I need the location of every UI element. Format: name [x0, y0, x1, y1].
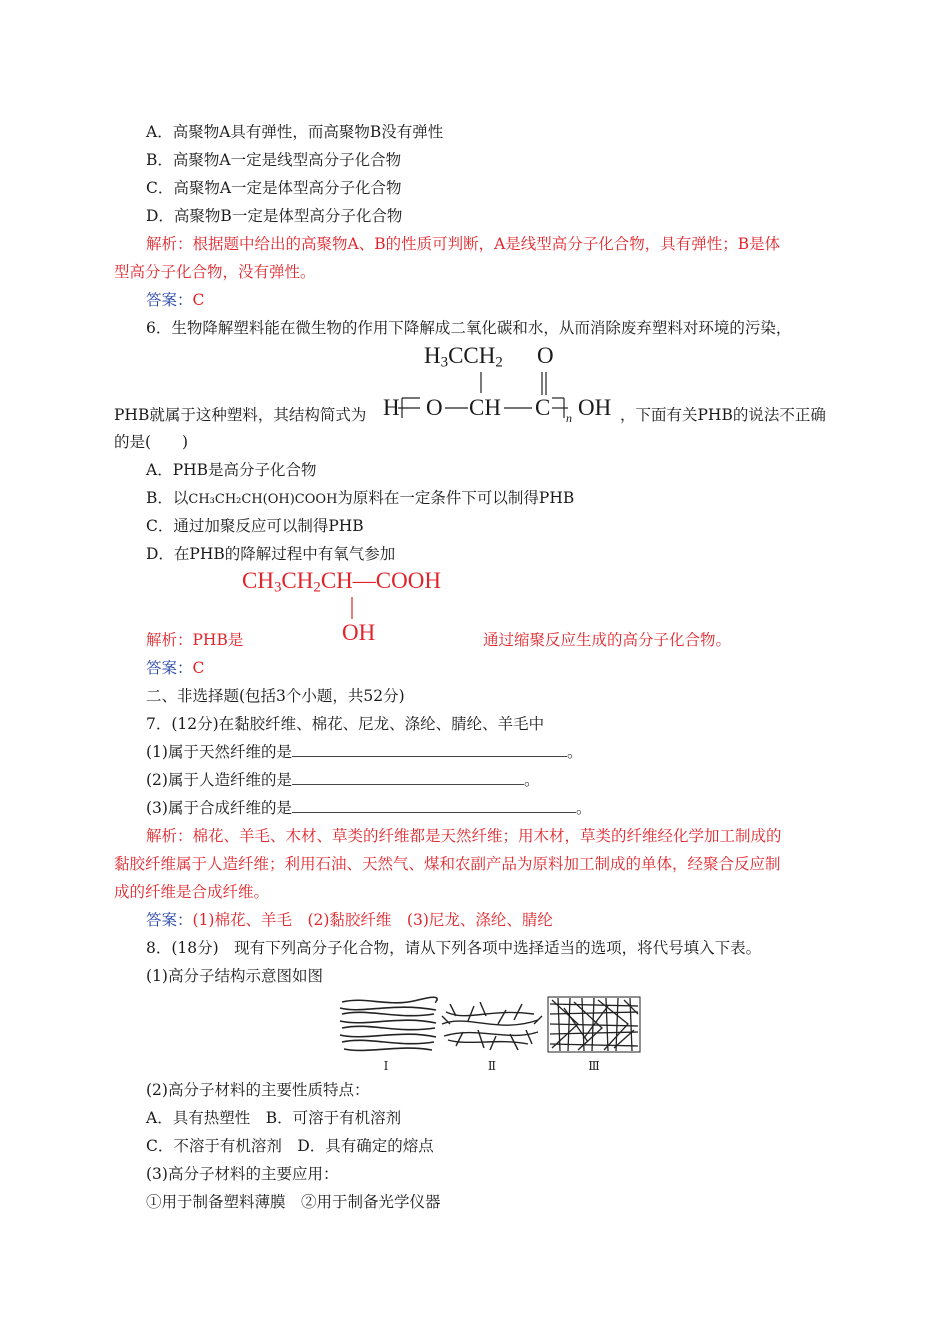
branched-structure-diagram	[442, 1002, 542, 1050]
phb-ch: CH	[469, 395, 501, 420]
q7-answer-value: (1)棉花、羊毛 (2)黏胶纤维 (3)尼龙、涤纶、腈纶	[192, 911, 553, 929]
q6-analysis-left: 解析：PHB是	[146, 631, 244, 649]
q5-option-b: B．高聚物A一定是线型高分子化合物	[146, 151, 402, 169]
q6-answer-label: 答案：	[146, 659, 193, 677]
q6-analysis-right: 通过缩聚反应生成的高分子化合物。	[483, 631, 732, 649]
polymer-structure-figure	[338, 994, 648, 1074]
phb-ester-o: O	[426, 395, 443, 420]
q5-option-c: C．高聚物A一定是体型高分子化合物	[146, 179, 402, 197]
q5-answer-value: C	[192, 291, 205, 309]
phb-c: C	[535, 395, 551, 420]
q6-option-c: C．通过加聚反应可以制得PHB	[146, 517, 364, 535]
q7-analysis-line3: 成的纤维是合成纤维。	[114, 883, 270, 901]
phb-side-chain: $H_3CCH_2$	[424, 343, 503, 371]
q7-part2: (2)属于人造纤维的是 。	[146, 771, 540, 789]
phb-carbonyl-o: O	[537, 343, 554, 368]
q7-blank-1[interactable]	[292, 742, 567, 757]
q6-answer	[146, 658, 204, 678]
q7-blank-2[interactable]	[292, 770, 524, 785]
q6-stem-line2-left: PHB就属于这种塑料，其结构简式为	[114, 406, 367, 424]
figure-label-3: Ⅲ	[588, 1059, 600, 1073]
q5-option-d: D．高聚物B一定是体型高分子化合物	[146, 207, 403, 225]
q7-answer-label: 答案：	[146, 911, 193, 929]
section-2-heading: 二、非选择题(包括3个小题，共52分)	[146, 687, 405, 705]
q7-stem: 7．(12分)在黏胶纤维、棉花、尼龙、涤纶、腈纶、羊毛中	[146, 715, 545, 733]
q7-part3: (3)属于合成纤维的是 。	[146, 799, 592, 817]
q6-stem-line1: 6．生物降解塑料能在微生物的作用下降解成二氧化碳和水，从而消除废弃塑料对环境的污染，	[146, 319, 792, 337]
q8-uses: ①用于制备塑料薄膜 ②用于制备光学仪器	[146, 1193, 441, 1211]
phb-subscript-n: n	[566, 411, 572, 425]
linear-structure-diagram	[340, 997, 437, 1050]
q6-option-d: D．在PHB的降解过程中有氧气参加	[146, 545, 396, 563]
q7-blank-3[interactable]	[292, 798, 576, 813]
q7-part1: (1)属于天然纤维的是 。	[146, 743, 583, 761]
q8-options-ab: A．具有热塑性 B．可溶于有机溶剂	[146, 1109, 402, 1127]
monomer-oh: OH	[342, 620, 376, 645]
q8-part2: (2)高分子材料的主要性质特点：	[146, 1081, 370, 1099]
q5-analysis-line1: 解析：根据题中给出的高聚物A、B的性质可判断，A是线型高分子化合物，具有弹性；B是体	[146, 235, 781, 253]
q5-option-a: A．高聚物A具有弹性，而高聚物B没有弹性	[146, 123, 444, 141]
phb-end-h: H	[383, 395, 400, 420]
q6-stem-line3: 的是( )	[114, 433, 189, 451]
network-structure-diagram	[548, 997, 640, 1052]
q6-stem-line2-right: ，下面有关PHB的说法不正确	[620, 406, 826, 424]
q6-option-b: B．以CH₃CH₂CH(OH)COOH为原料在一定条件下可以制得PHB	[146, 489, 575, 507]
q8-part3: (3)高分子材料的主要应用：	[146, 1165, 339, 1183]
q5-analysis-line2: 型高分子化合物，没有弹性。	[114, 263, 316, 281]
phb-end-oh: OH	[578, 395, 612, 420]
q6-option-a: A．PHB是高分子化合物	[146, 461, 317, 479]
q7-answer	[146, 910, 553, 930]
q8-part1: (1)高分子结构示意图如图	[146, 967, 323, 985]
q7-analysis-line1: 解析：棉花、羊毛、木材、草类的纤维都是天然纤维；用木材，草类的纤维经化学加工制成的	[146, 827, 782, 845]
q5-answer-label: 答案：	[146, 291, 193, 309]
q6-answer-value: C	[192, 659, 205, 677]
figure-label-1: Ⅰ	[383, 1059, 389, 1073]
q7-analysis-line2: 黏胶纤维属于人造纤维；利用石油、天然气、煤和农副产品为原料加工制成的单体，经聚合反应制	[114, 855, 781, 873]
figure-label-2: Ⅱ	[487, 1059, 497, 1073]
q8-options-cd: C．不溶于有机溶剂 D．具有确定的熔点	[146, 1137, 434, 1155]
q6-option-b-formula: CH₃CH₂CH(OH)COOH	[188, 492, 338, 507]
q8-stem: 8．(18分) 现有下列高分子化合物，请从下列各项中选择适当的选项，将代号填入下表。	[146, 939, 762, 957]
monomer-main-chain: $CH_3CH_2CH—COOH$	[242, 568, 441, 596]
